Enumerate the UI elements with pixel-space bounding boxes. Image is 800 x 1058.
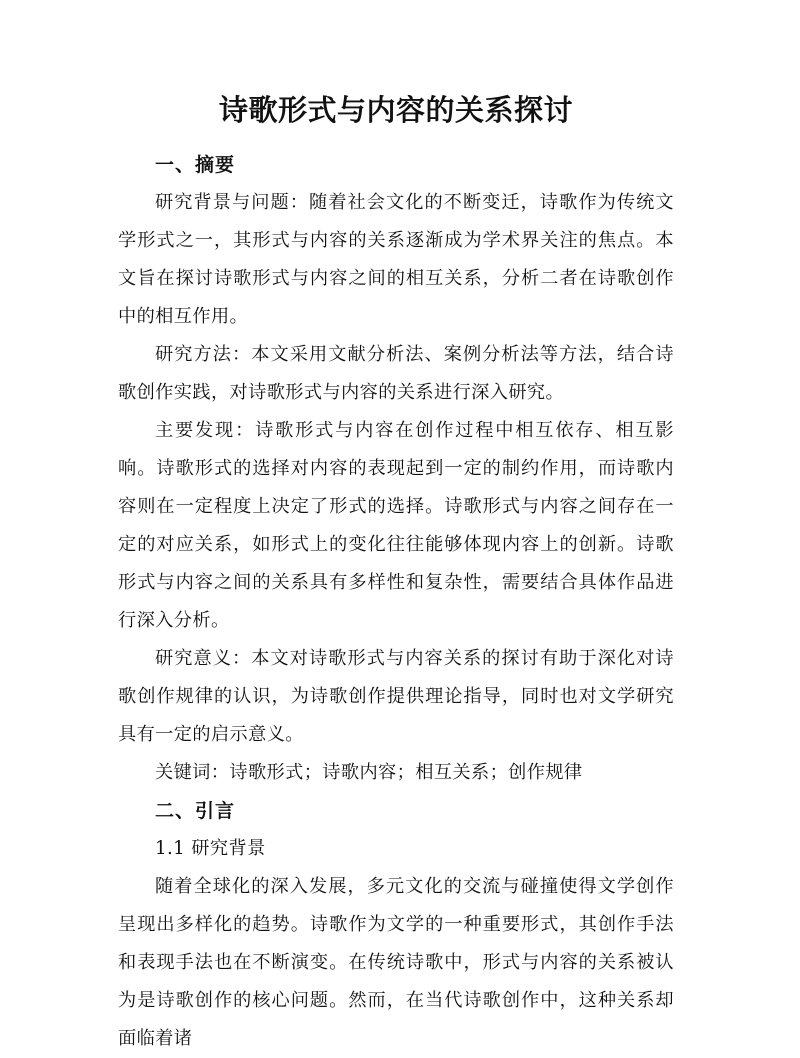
intro-heading: 二、引言 (155, 800, 236, 822)
background-paragraph: 研究背景与问题：随着社会文化的不断变迁，诗歌作为传统文学形式之一，其形式与内容的关系逐渐成为学术界关注的焦点。本文旨在探讨诗歌形式与内容之间的相互关系，分析二者在诗歌创作中的相互作用。 (118, 192, 674, 327)
significance-paragraph: 研究意义：本文对诗歌形式与内容关系的探讨有助于深化对诗歌创作规律的认识，为诗歌创作提供理论指导，同时也对文学研究具有一定的启示意义。 (118, 648, 674, 745)
keywords-paragraph: 关键词：诗歌形式；诗歌内容；相互关系；创作规律 (155, 762, 583, 783)
abstract-heading: 一、摘要 (155, 154, 236, 176)
page-title: 诗歌形式与内容的关系探讨 (218, 93, 573, 127)
subsection-heading: 1.1 研究背景 (155, 838, 266, 859)
method-paragraph: 研究方法：本文采用文献分析法、案例分析法等方法，结合诗歌创作实践，对诗歌形式与内容的关系进行深入研究。 (118, 344, 674, 403)
document-page (118, 88, 674, 1058)
findings-paragraph: 主要发现：诗歌形式与内容在创作过程中相互依存、相互影响。诗歌形式的选择对内容的表现起到一定的制约作用，而诗歌内容则在一定程度上决定了形式的选择。诗歌形式与内容之间存在一定的对应关系，如形式上的变化往往能够体现内容上的创新。诗歌形式与内容之间的关系具有多样性和复杂性，需要结合具体作品进行深入分析。 (118, 420, 674, 631)
intro-paragraph: 随着全球化的深入发展，多元文化的交流与碰撞使得文学创作呈现出多样化的趋势。诗歌作为文学的一种重要形式，其创作手法和表现手法也在不断演变。在传统诗歌中，形式与内容的关系被认为是诗歌创作的核心问题。然而，在当代诗歌创作中，这种关系却面临着诸 (118, 876, 674, 1049)
